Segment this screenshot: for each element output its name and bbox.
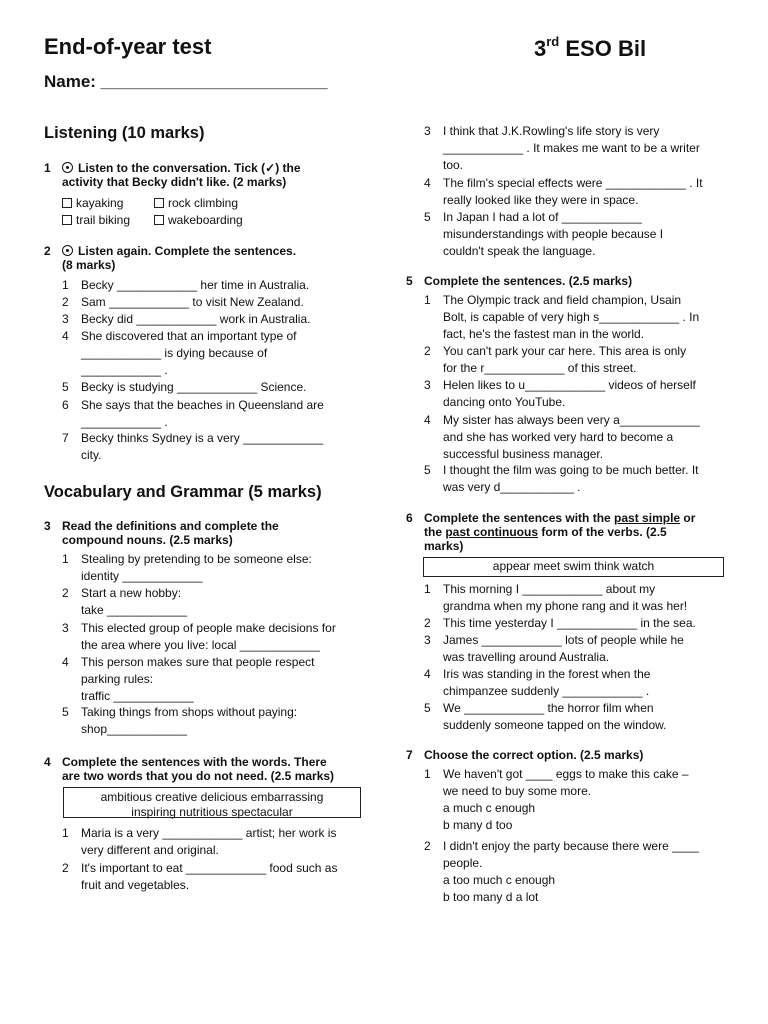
listening-heading: Listening (10 marks) xyxy=(44,124,205,142)
item-number: 1 xyxy=(62,278,69,292)
item-line: You can't park your car here. This area is only xyxy=(443,344,687,358)
question-item xyxy=(62,860,372,894)
q3-line2: compound nouns. (2.5 marks) xyxy=(62,533,233,547)
q4-line2: are two words that you do not need. (2.5 marks) xyxy=(62,769,335,783)
item-text xyxy=(81,825,336,859)
item-number: 1 xyxy=(424,293,431,307)
item-number: 2 xyxy=(62,586,69,600)
option-trail-biking[interactable]: trail biking xyxy=(62,213,130,227)
question-4-header xyxy=(44,755,374,785)
word-box-line2: inspiring nutritious spectacular xyxy=(131,804,293,819)
item-number: 3 xyxy=(62,312,69,326)
question-item xyxy=(424,632,734,666)
item-line: identity ____________ xyxy=(81,569,203,583)
item-line: take ____________ xyxy=(81,603,188,617)
level-rest: ESO Bil xyxy=(565,36,647,61)
item-line: I think that J.K.Rowling's life story is very xyxy=(443,124,660,138)
item-line: We ____________ the horror film when xyxy=(443,701,654,715)
item-number: 2 xyxy=(62,861,69,875)
item-line: We haven't got ____ eggs to make this cake – xyxy=(443,767,689,781)
question-6-header: 6 Complete the sentences with the past simple or the past continuous form of the verbs. (2.5 marks) xyxy=(406,511,696,553)
item-line: too. xyxy=(443,158,464,172)
checkbox-icon[interactable] xyxy=(62,215,72,225)
item-number: 4 xyxy=(62,329,69,343)
item-line: I thought the film was going to be much better. It xyxy=(443,463,699,477)
item-line: b many d too xyxy=(443,818,513,832)
question-item xyxy=(424,838,734,906)
item-text xyxy=(81,397,324,431)
item-line: Becky thinks Sydney is a very ____________ xyxy=(81,431,324,445)
past-continuous-term: past continuous xyxy=(445,525,539,539)
question-number: 2 xyxy=(44,244,51,258)
audio-icon xyxy=(62,162,73,173)
past-simple-term: past simple xyxy=(614,511,681,525)
item-text xyxy=(443,175,703,209)
item-line: very different and original. xyxy=(81,843,219,857)
question-item xyxy=(424,209,734,260)
item-line: This morning I ____________ about my xyxy=(443,582,656,596)
item-number: 5 xyxy=(424,463,431,477)
word-box-line1: ambitious creative delicious embarrassing xyxy=(100,790,324,804)
item-text xyxy=(443,462,698,496)
item-text xyxy=(81,551,312,585)
checkbox-icon[interactable] xyxy=(62,198,72,208)
item-line: Iris was standing in the forest when the xyxy=(443,667,651,681)
question-item xyxy=(62,397,372,431)
q1-line2: activity that Becky didn't like. (2 marks) xyxy=(62,175,287,189)
item-line: traffic ____________ xyxy=(81,689,194,703)
question-2-header xyxy=(44,244,364,274)
item-number: 3 xyxy=(424,633,431,647)
item-line: fact, he's the fastest man in the world. xyxy=(443,327,645,341)
item-line: Start a new hobby: xyxy=(81,586,182,600)
vocab-heading: Vocabulary and Grammar (5 marks) xyxy=(44,483,322,501)
q4-line1: Complete the sentences with the words. There xyxy=(62,755,327,769)
item-text xyxy=(81,860,337,894)
item-number: 5 xyxy=(62,705,69,719)
level-number: 3 xyxy=(534,36,547,61)
q3-line1: Read the definitions and complete the xyxy=(62,519,279,533)
item-line: ____________ . xyxy=(81,415,168,429)
item-number: 7 xyxy=(62,431,69,445)
item-text xyxy=(81,294,304,311)
item-line: for the r____________ of this street. xyxy=(443,361,637,375)
question-1-header xyxy=(44,161,364,191)
item-line: successful business manager. xyxy=(443,447,604,461)
name-field[interactable]: Name: ________________________ xyxy=(44,72,328,91)
item-line: grandma when my phone rang and it was her! xyxy=(443,599,688,613)
item-line: Helen likes to u____________ videos of herself xyxy=(443,378,696,392)
item-line: This elected group of people make decisions for xyxy=(81,621,336,635)
item-line: people. xyxy=(443,856,483,870)
item-number: 4 xyxy=(424,413,431,427)
question-number: 4 xyxy=(44,755,51,769)
item-text xyxy=(443,123,700,174)
item-text xyxy=(81,585,187,619)
item-line: fruit and vegetables. xyxy=(81,878,190,892)
item-line: Becky did ____________ work in Australia. xyxy=(81,312,311,326)
question-item xyxy=(62,430,372,464)
item-number: 5 xyxy=(62,380,69,394)
question-item xyxy=(424,581,734,615)
question-item xyxy=(62,311,372,328)
question-item xyxy=(62,294,372,311)
question-number: 6 xyxy=(406,511,413,525)
item-number: 4 xyxy=(424,176,431,190)
item-line: a too much c enough xyxy=(443,873,556,887)
item-number: 2 xyxy=(424,839,431,853)
item-line: ____________ . It makes me want to be a writer xyxy=(443,141,700,155)
item-text xyxy=(443,700,667,734)
item-text xyxy=(81,430,323,464)
question-item xyxy=(424,666,734,700)
item-line: we need to buy some more. xyxy=(443,784,592,798)
question-item xyxy=(62,585,372,619)
question-item xyxy=(424,412,734,463)
item-line: The Olympic track and field champion, Usain xyxy=(443,293,682,307)
question-number: 3 xyxy=(44,519,51,533)
verb-box: appear meet swim think watch xyxy=(423,557,724,577)
item-line: Becky is studying ____________ Science. xyxy=(81,380,307,394)
item-line: It's important to eat ____________ food such as xyxy=(81,861,338,875)
item-line: and she has worked very hard to become a xyxy=(443,430,674,444)
question-3-header xyxy=(44,519,374,549)
item-text xyxy=(81,277,309,294)
question-item xyxy=(62,620,372,654)
question-item xyxy=(62,704,372,738)
item-text xyxy=(81,704,297,738)
item-line: suddenly someone tapped on the window. xyxy=(443,718,667,732)
item-text xyxy=(81,311,310,328)
question-item xyxy=(424,292,734,343)
item-line: Sam ____________ to visit New Zealand. xyxy=(81,295,304,309)
q5-line1: Complete the sentences. (2.5 marks) xyxy=(424,274,633,288)
option-wakeboarding[interactable]: wakeboarding xyxy=(154,213,243,227)
item-line: Stealing by pretending to be someone else: xyxy=(81,552,312,566)
question-item xyxy=(62,825,372,859)
item-text xyxy=(443,632,684,666)
item-line: was very d___________ . xyxy=(443,480,581,494)
item-line: was travelling around Australia. xyxy=(443,650,610,664)
q1-line1: Listen to the conversation. Tick (✓) the xyxy=(78,161,301,175)
q2-line1: Listen again. Complete the sentences. xyxy=(78,244,297,258)
page-title: End-of-year test xyxy=(44,34,212,59)
item-number: 3 xyxy=(424,378,431,392)
item-line: Becky ____________ her time in Australia. xyxy=(81,278,310,292)
question-item xyxy=(424,700,734,734)
item-line: city. xyxy=(81,448,102,462)
question-item xyxy=(62,328,372,379)
item-line: The film's special effects were ____________ . It xyxy=(443,176,703,190)
item-text xyxy=(443,838,699,906)
item-line: Taking things from shops without paying: xyxy=(81,705,298,719)
question-item xyxy=(62,379,372,396)
item-number: 4 xyxy=(62,655,69,669)
item-line: Maria is a very ____________ artist; her work is xyxy=(81,826,337,840)
item-number: 5 xyxy=(424,701,431,715)
item-text xyxy=(443,766,689,834)
audio-icon xyxy=(62,245,73,256)
option-rock-climbing[interactable]: rock climbing xyxy=(154,196,238,210)
item-number: 2 xyxy=(424,344,431,358)
item-number: 2 xyxy=(62,295,69,309)
item-text xyxy=(443,666,650,700)
item-number: 2 xyxy=(424,616,431,630)
level-label xyxy=(534,34,646,62)
checkbox-icon[interactable] xyxy=(154,215,164,225)
item-text xyxy=(443,377,696,411)
question-item xyxy=(62,277,372,294)
item-text xyxy=(443,615,696,632)
question-item xyxy=(424,123,734,174)
item-text xyxy=(81,654,314,705)
item-line: misunderstandings with people because I xyxy=(443,227,664,241)
q2-line2: (8 marks) xyxy=(62,258,116,272)
item-line: This person makes sure that people respect xyxy=(81,655,315,669)
question-item xyxy=(62,654,372,705)
item-line: b too many d a lot xyxy=(443,890,539,904)
item-line: a much c enough xyxy=(443,801,536,815)
question-number: 5 xyxy=(406,274,413,288)
item-number: 1 xyxy=(62,826,69,840)
question-number: 1 xyxy=(44,161,51,175)
item-line: ____________ . xyxy=(81,363,168,377)
item-line: In Japan I had a lot of ____________ xyxy=(443,210,642,224)
item-line: Bolt, is capable of very high s____________ . In xyxy=(443,310,700,324)
question-item xyxy=(62,551,372,585)
level-superscript: rd xyxy=(546,34,560,49)
question-item xyxy=(424,175,734,209)
item-number: 4 xyxy=(424,667,431,681)
question-item xyxy=(424,377,734,411)
item-line: This time yesterday I ____________ in the sea. xyxy=(443,616,696,630)
item-line: chimpanzee suddenly ____________ . xyxy=(443,684,650,698)
item-text xyxy=(443,412,700,463)
item-text xyxy=(443,581,687,615)
checkbox-icon[interactable] xyxy=(154,198,164,208)
item-line: She says that the beaches in Queensland are xyxy=(81,398,324,412)
item-number: 1 xyxy=(62,552,69,566)
item-number: 3 xyxy=(424,124,431,138)
item-text xyxy=(81,328,296,379)
item-text xyxy=(443,292,699,343)
item-line: the area where you live: local ____________ xyxy=(81,638,320,652)
item-number: 5 xyxy=(424,210,431,224)
question-item xyxy=(424,615,734,632)
item-text xyxy=(81,620,336,654)
item-line: She discovered that an important type of xyxy=(81,329,297,343)
item-line: shop____________ xyxy=(81,722,188,736)
question-item xyxy=(424,343,734,377)
item-number: 1 xyxy=(424,767,431,781)
item-number: 3 xyxy=(62,621,69,635)
item-number: 1 xyxy=(424,582,431,596)
q7-line1: Choose the correct option. (2.5 marks) xyxy=(424,748,644,762)
option-kayaking[interactable]: kayaking xyxy=(62,196,123,210)
item-line: dancing onto YouTube. xyxy=(443,395,566,409)
item-line: James ____________ lots of people while he xyxy=(443,633,684,647)
item-line: really looked like they were in space. xyxy=(443,193,639,207)
question-5-header xyxy=(406,274,726,290)
item-text xyxy=(81,379,307,396)
question-number: 7 xyxy=(406,748,413,762)
item-line: parking rules: xyxy=(81,672,154,686)
question-item xyxy=(424,462,734,496)
item-line: couldn't speak the language. xyxy=(443,244,596,258)
question-7-header xyxy=(406,748,726,764)
item-line: I didn't enjoy the party because there were ____ xyxy=(443,839,699,853)
item-number: 6 xyxy=(62,398,69,412)
item-text xyxy=(443,209,663,260)
item-line: My sister has always been very a____________ xyxy=(443,413,700,427)
question-item xyxy=(424,766,734,834)
item-text xyxy=(443,343,686,377)
word-box xyxy=(63,787,361,818)
item-line: ____________ is dying because of xyxy=(81,346,268,360)
